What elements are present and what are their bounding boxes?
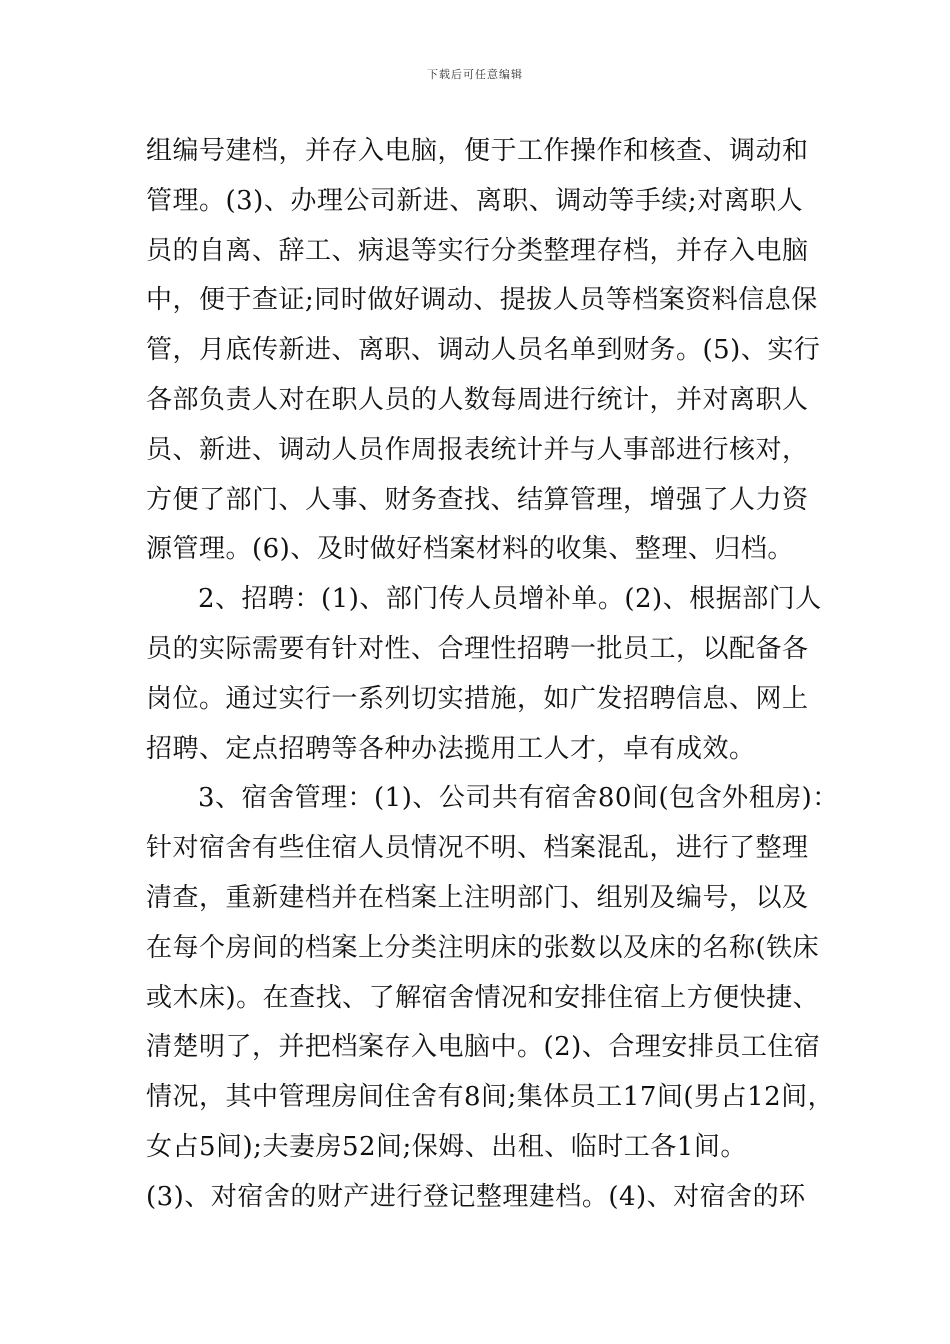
text-line: 员的自离、辞工、病退等实行分类整理存档，并存入电脑 — [146, 235, 809, 266]
text-line: 情况，其中管理房间住舍有8间;集体员工17间(男占12间， — [146, 1082, 835, 1113]
text-line: 中，便于查证;同时做好调动、提拔人员等档案资料信息保 — [146, 285, 818, 316]
text-line: 各部负责人对在职人员的人数每周进行统计，并对离职人 — [146, 384, 809, 415]
text-line: 员的实际需要有针对性、合理性招聘一批员工，以配备各 — [146, 633, 809, 664]
page-header: 下载后可任意编辑 — [427, 68, 523, 81]
text-line: 清楚明了，并把档案存入电脑中。(2)、合理安排员工住宿 — [146, 1032, 821, 1063]
text-line: 针对宿舍有些住宿人员情况不明、档案混乱，进行了整理 — [146, 833, 809, 864]
document-body — [146, 127, 839, 1223]
text-line: 管，月底传新进、离职、调动人员名单到财务。(5)、实行 — [146, 335, 821, 366]
text-line: 方便了部门、人事、财务查找、结算管理，增强了人力资 — [146, 484, 809, 515]
text-line: 员、新进、调动人员作周报表统计并与人事部进行核对， — [146, 434, 809, 465]
text-line: 岗位。通过实行一系列切实措施，如广发招聘信息、网上 — [146, 683, 809, 714]
text-line: 招聘、定点招聘等各种办法揽用工人才，卓有成效。 — [146, 733, 756, 764]
text-line: (3)、对宿舍的财产进行登记整理建档。(4)、对宿舍的环 — [146, 1181, 806, 1212]
text-line: 源管理。(6)、及时做好档案材料的收集、整理、归档。 — [146, 534, 794, 565]
text-line: 在每个房间的档案上分类注明床的张数以及床的名称(铁床 — [146, 932, 820, 963]
paragraph-start-dormitory: 3、宿舍管理：(1)、公司共有宿舍80间(包含外租房)： — [198, 783, 839, 814]
text-line: 管理。(3)、办理公司新进、离职、调动等手续;对离职人 — [146, 185, 804, 216]
paragraph-start-recruitment: 2、招聘：(1)、部门传人员增补单。(2)、根据部门人 — [198, 584, 822, 615]
text-line: 或木床)。在查找、了解宿舍情况和安排住宿上方便快捷、 — [146, 982, 820, 1013]
text-line: 清查，重新建档并在档案上注明部门、组别及编号，以及 — [146, 882, 809, 913]
text-line: 女占5间);夫妻房52间;保姆、出租、临时工各1间。 — [146, 1131, 747, 1162]
text-line: 组编号建档，并存入电脑，便于工作操作和核查、调动和 — [146, 136, 809, 166]
